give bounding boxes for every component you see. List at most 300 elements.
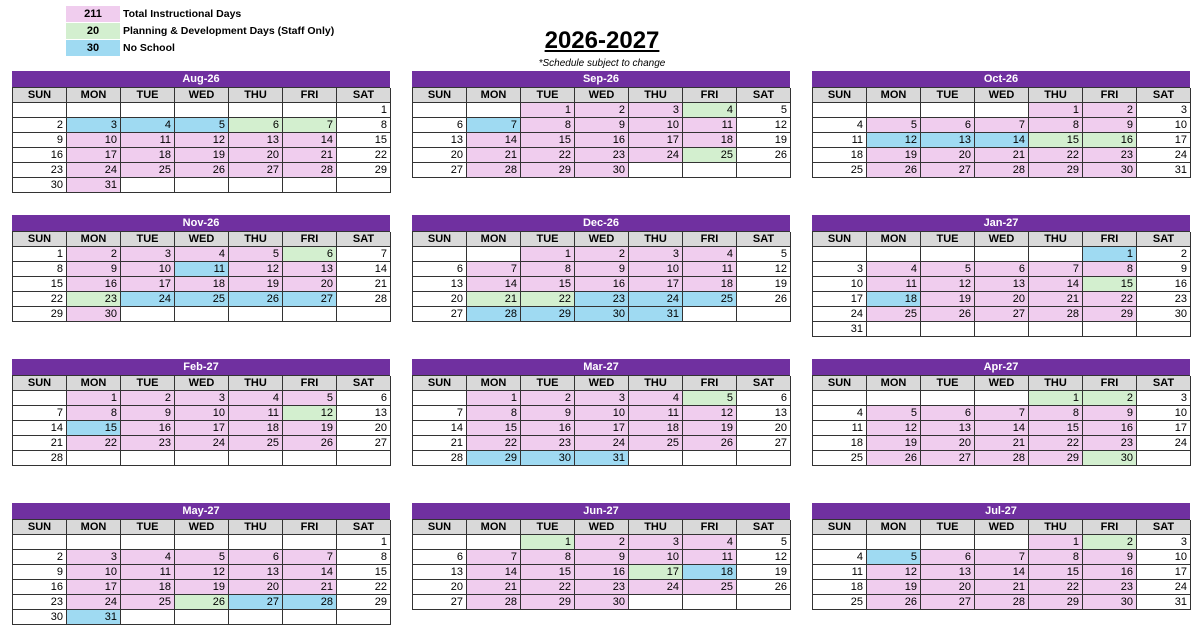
- day-cell: 28: [1029, 307, 1083, 322]
- page-title: [482, 27, 722, 55]
- day-cell: 21: [975, 436, 1029, 451]
- weekday-header: THU: [229, 88, 283, 103]
- day-cell: 5: [229, 247, 283, 262]
- day-cell: 1: [13, 247, 67, 262]
- month-grid: [412, 87, 790, 178]
- day-cell: 17: [175, 421, 229, 436]
- day-cell: 19: [867, 436, 921, 451]
- month-header: Jul-27: [812, 503, 1190, 519]
- day-cell: 26: [867, 163, 921, 178]
- month-header: Aug-26: [12, 71, 390, 87]
- month-header: Apr-27: [812, 359, 1190, 375]
- day-cell: 30: [1083, 451, 1137, 466]
- day-cell: 14: [13, 421, 67, 436]
- day-cell: 29: [521, 595, 575, 610]
- day-cell: 15: [467, 421, 521, 436]
- day-cell: 21: [975, 148, 1029, 163]
- day-cell: 29: [337, 163, 391, 178]
- day-cell: 22: [521, 580, 575, 595]
- day-cell: 8: [521, 262, 575, 277]
- weekday-header: TUE: [121, 232, 175, 247]
- month-dec-26: [412, 215, 790, 322]
- day-cell: 25: [683, 292, 737, 307]
- day-cell: 7: [13, 406, 67, 421]
- month-header: Dec-26: [412, 215, 790, 231]
- weekday-header: THU: [229, 376, 283, 391]
- weekday-header: MON: [467, 376, 521, 391]
- day-cell: 20: [737, 421, 791, 436]
- day-cell: 18: [121, 148, 175, 163]
- day-cell: 2: [1083, 391, 1137, 406]
- day-cell: 17: [575, 421, 629, 436]
- empty-cell: [1137, 451, 1191, 466]
- weekday-header: SUN: [813, 376, 867, 391]
- day-cell: 3: [629, 535, 683, 550]
- day-cell: 7: [337, 247, 391, 262]
- day-cell: 15: [337, 565, 391, 580]
- day-cell: 4: [867, 262, 921, 277]
- day-cell: 13: [229, 133, 283, 148]
- day-cell: 1: [467, 391, 521, 406]
- day-cell: 24: [629, 580, 683, 595]
- month-grid: [812, 375, 1190, 466]
- day-cell: 20: [413, 580, 467, 595]
- day-cell: 21: [13, 436, 67, 451]
- day-cell: 6: [921, 406, 975, 421]
- month-jul-27: [812, 503, 1190, 610]
- empty-cell: [229, 178, 283, 193]
- day-cell: 3: [175, 391, 229, 406]
- day-cell: 17: [1137, 133, 1191, 148]
- day-cell: 30: [13, 610, 67, 625]
- day-cell: 16: [575, 133, 629, 148]
- day-cell: 8: [521, 118, 575, 133]
- day-cell: 21: [283, 580, 337, 595]
- weekday-header: MON: [467, 520, 521, 535]
- day-cell: 12: [921, 277, 975, 292]
- day-cell: 17: [67, 580, 121, 595]
- day-cell: 15: [337, 133, 391, 148]
- day-cell: 19: [175, 148, 229, 163]
- day-cell: 7: [467, 262, 521, 277]
- day-cell: 29: [1083, 307, 1137, 322]
- day-cell: 8: [337, 118, 391, 133]
- day-cell: 24: [1137, 148, 1191, 163]
- day-cell: 6: [921, 550, 975, 565]
- day-cell: 1: [1029, 103, 1083, 118]
- day-cell: 19: [867, 580, 921, 595]
- empty-cell: [67, 535, 121, 550]
- weekday-header: THU: [629, 376, 683, 391]
- day-cell: 26: [867, 595, 921, 610]
- month-grid: [812, 519, 1190, 610]
- day-cell: 9: [13, 133, 67, 148]
- day-cell: 28: [975, 595, 1029, 610]
- day-cell: 17: [67, 148, 121, 163]
- weekday-header: FRI: [683, 88, 737, 103]
- day-cell: 13: [413, 133, 467, 148]
- day-cell: 2: [521, 391, 575, 406]
- day-cell: 26: [283, 436, 337, 451]
- day-cell: 29: [1029, 163, 1083, 178]
- weekday-header: WED: [975, 520, 1029, 535]
- day-cell: 23: [521, 436, 575, 451]
- month-grid: [812, 231, 1190, 337]
- day-cell: 16: [1083, 565, 1137, 580]
- day-cell: 31: [67, 610, 121, 625]
- day-cell: 21: [467, 148, 521, 163]
- empty-cell: [229, 451, 283, 466]
- day-cell: 27: [413, 163, 467, 178]
- day-cell: 16: [121, 421, 175, 436]
- weekday-header: THU: [229, 232, 283, 247]
- day-cell: 9: [121, 406, 175, 421]
- empty-cell: [867, 535, 921, 550]
- day-cell: 31: [1137, 595, 1191, 610]
- empty-cell: [629, 163, 683, 178]
- weekday-header: TUE: [921, 376, 975, 391]
- day-cell: 12: [283, 406, 337, 421]
- empty-cell: [413, 247, 467, 262]
- day-cell: 8: [337, 550, 391, 565]
- day-cell: 12: [737, 118, 791, 133]
- empty-cell: [467, 103, 521, 118]
- day-cell: 13: [921, 133, 975, 148]
- day-cell: 18: [813, 580, 867, 595]
- day-cell: 4: [813, 550, 867, 565]
- empty-cell: [467, 247, 521, 262]
- day-cell: 30: [1083, 595, 1137, 610]
- empty-cell: [683, 451, 737, 466]
- weekday-header: FRI: [283, 232, 337, 247]
- day-cell: 3: [67, 118, 121, 133]
- weekday-header: MON: [67, 520, 121, 535]
- day-cell: 22: [67, 436, 121, 451]
- empty-cell: [629, 595, 683, 610]
- day-cell: 23: [575, 148, 629, 163]
- day-cell: 29: [521, 163, 575, 178]
- day-cell: 6: [975, 262, 1029, 277]
- day-cell: 28: [283, 163, 337, 178]
- day-cell: 24: [175, 436, 229, 451]
- weekday-header: WED: [575, 232, 629, 247]
- day-cell: 5: [867, 118, 921, 133]
- day-cell: 12: [737, 550, 791, 565]
- day-cell: 17: [1137, 565, 1191, 580]
- day-cell: 21: [467, 580, 521, 595]
- weekday-header: THU: [229, 520, 283, 535]
- day-cell: 30: [575, 595, 629, 610]
- day-cell: 16: [13, 580, 67, 595]
- weekday-header: SUN: [413, 376, 467, 391]
- month-header: Feb-27: [12, 359, 390, 375]
- day-cell: 31: [629, 307, 683, 322]
- day-cell: 24: [67, 163, 121, 178]
- day-cell: 22: [1029, 436, 1083, 451]
- empty-cell: [175, 307, 229, 322]
- weekday-header: MON: [467, 88, 521, 103]
- day-cell: 8: [521, 550, 575, 565]
- legend: [66, 5, 334, 56]
- day-cell: 30: [575, 307, 629, 322]
- empty-cell: [175, 178, 229, 193]
- day-cell: 9: [575, 118, 629, 133]
- weekday-header: SUN: [813, 88, 867, 103]
- month-header: Nov-26: [12, 215, 390, 231]
- day-cell: 7: [975, 550, 1029, 565]
- empty-cell: [229, 610, 283, 625]
- weekday-header: THU: [629, 232, 683, 247]
- day-cell: 16: [67, 277, 121, 292]
- day-cell: 11: [121, 565, 175, 580]
- day-cell: 20: [413, 148, 467, 163]
- day-cell: 18: [867, 292, 921, 307]
- day-cell: 19: [175, 580, 229, 595]
- month-sep-26: [412, 71, 790, 178]
- day-cell: 24: [629, 292, 683, 307]
- weekday-header: MON: [67, 232, 121, 247]
- empty-cell: [975, 391, 1029, 406]
- day-cell: 30: [521, 451, 575, 466]
- empty-cell: [975, 322, 1029, 337]
- month-grid: [412, 375, 790, 466]
- empty-cell: [737, 595, 791, 610]
- empty-cell: [921, 391, 975, 406]
- day-cell: 20: [337, 421, 391, 436]
- month-header: Sep-26: [412, 71, 790, 87]
- day-cell: 20: [229, 148, 283, 163]
- day-cell: 11: [121, 133, 175, 148]
- day-cell: 1: [67, 391, 121, 406]
- day-cell: 27: [283, 292, 337, 307]
- weekday-header: MON: [867, 232, 921, 247]
- weekday-header: FRI: [683, 376, 737, 391]
- legend-count: 20: [66, 23, 120, 39]
- day-cell: 27: [229, 595, 283, 610]
- day-cell: 12: [175, 565, 229, 580]
- day-cell: 27: [921, 451, 975, 466]
- month-header: May-27: [12, 503, 390, 519]
- empty-cell: [867, 391, 921, 406]
- day-cell: 5: [921, 262, 975, 277]
- day-cell: 14: [337, 262, 391, 277]
- day-cell: 10: [813, 277, 867, 292]
- day-cell: 25: [813, 451, 867, 466]
- day-cell: 9: [575, 550, 629, 565]
- weekday-header: FRI: [1083, 232, 1137, 247]
- day-cell: 19: [229, 277, 283, 292]
- legend-row-planning: [66, 22, 334, 39]
- weekday-header: MON: [867, 376, 921, 391]
- day-cell: 27: [921, 163, 975, 178]
- day-cell: 9: [1083, 118, 1137, 133]
- day-cell: 14: [975, 565, 1029, 580]
- weekday-header: WED: [175, 520, 229, 535]
- month-mar-27: [412, 359, 790, 466]
- day-cell: 17: [813, 292, 867, 307]
- day-cell: 25: [629, 436, 683, 451]
- month-grid: [412, 231, 790, 322]
- day-cell: 8: [1029, 550, 1083, 565]
- empty-cell: [175, 535, 229, 550]
- day-cell: 6: [737, 391, 791, 406]
- month-grid: [412, 519, 790, 610]
- weekday-header: SAT: [1137, 376, 1191, 391]
- weekday-header: WED: [975, 232, 1029, 247]
- day-cell: 11: [813, 565, 867, 580]
- weekday-header: TUE: [521, 376, 575, 391]
- weekday-header: TUE: [121, 520, 175, 535]
- month-grid: [812, 87, 1190, 178]
- legend-label: No School: [123, 41, 175, 54]
- empty-cell: [283, 451, 337, 466]
- empty-cell: [921, 103, 975, 118]
- weekday-header: TUE: [121, 88, 175, 103]
- day-cell: 16: [521, 421, 575, 436]
- day-cell: 18: [629, 421, 683, 436]
- empty-cell: [813, 535, 867, 550]
- day-cell: 3: [1137, 103, 1191, 118]
- day-cell: 31: [1137, 163, 1191, 178]
- day-cell: 6: [413, 550, 467, 565]
- day-cell: 17: [1137, 421, 1191, 436]
- day-cell: 10: [629, 262, 683, 277]
- day-cell: 10: [575, 406, 629, 421]
- day-cell: 5: [175, 118, 229, 133]
- empty-cell: [283, 178, 337, 193]
- day-cell: 13: [413, 565, 467, 580]
- weekday-header: FRI: [683, 232, 737, 247]
- empty-cell: [229, 535, 283, 550]
- weekday-header: MON: [867, 88, 921, 103]
- day-cell: 24: [575, 436, 629, 451]
- weekday-header: SAT: [737, 88, 791, 103]
- day-cell: 3: [629, 247, 683, 262]
- day-cell: 28: [13, 451, 67, 466]
- weekday-header: WED: [575, 376, 629, 391]
- day-cell: 25: [683, 148, 737, 163]
- empty-cell: [229, 103, 283, 118]
- day-cell: 15: [521, 565, 575, 580]
- empty-cell: [683, 595, 737, 610]
- day-cell: 18: [813, 148, 867, 163]
- day-cell: 21: [467, 292, 521, 307]
- day-cell: 19: [737, 277, 791, 292]
- day-cell: 11: [813, 133, 867, 148]
- day-cell: 16: [1083, 421, 1137, 436]
- day-cell: 26: [737, 148, 791, 163]
- day-cell: 22: [521, 292, 575, 307]
- day-cell: 28: [467, 307, 521, 322]
- day-cell: 3: [629, 103, 683, 118]
- day-cell: 9: [521, 406, 575, 421]
- weekday-header: SUN: [413, 88, 467, 103]
- day-cell: 4: [813, 118, 867, 133]
- empty-cell: [413, 391, 467, 406]
- empty-cell: [121, 610, 175, 625]
- empty-cell: [813, 103, 867, 118]
- weekday-header: TUE: [121, 376, 175, 391]
- month-header: Jan-27: [812, 215, 1190, 231]
- month-aug-26: [12, 71, 390, 193]
- empty-cell: [283, 307, 337, 322]
- day-cell: 13: [229, 565, 283, 580]
- day-cell: 14: [413, 421, 467, 436]
- day-cell: 22: [1029, 148, 1083, 163]
- day-cell: 12: [683, 406, 737, 421]
- day-cell: 9: [575, 262, 629, 277]
- day-cell: 26: [867, 451, 921, 466]
- day-cell: 12: [867, 565, 921, 580]
- legend-row-instructional: [66, 5, 334, 22]
- day-cell: 27: [413, 307, 467, 322]
- weekday-header: TUE: [921, 520, 975, 535]
- empty-cell: [867, 103, 921, 118]
- weekday-header: SAT: [337, 520, 391, 535]
- day-cell: 11: [175, 262, 229, 277]
- day-cell: 18: [683, 277, 737, 292]
- day-cell: 23: [67, 292, 121, 307]
- page-subtitle: *Schedule subject to change: [538, 58, 666, 69]
- day-cell: 15: [1029, 133, 1083, 148]
- day-cell: 26: [737, 292, 791, 307]
- day-cell: 26: [737, 580, 791, 595]
- empty-cell: [67, 451, 121, 466]
- day-cell: 27: [975, 307, 1029, 322]
- empty-cell: [921, 322, 975, 337]
- day-cell: 15: [521, 133, 575, 148]
- day-cell: 8: [13, 262, 67, 277]
- day-cell: 14: [283, 133, 337, 148]
- month-apr-27: [812, 359, 1190, 466]
- day-cell: 7: [1029, 262, 1083, 277]
- weekday-header: SAT: [737, 376, 791, 391]
- day-cell: 6: [229, 118, 283, 133]
- day-cell: 10: [629, 550, 683, 565]
- day-cell: 29: [521, 307, 575, 322]
- weekday-header: SUN: [413, 520, 467, 535]
- day-cell: 30: [1083, 163, 1137, 178]
- day-cell: 15: [1029, 421, 1083, 436]
- weekday-header: FRI: [683, 520, 737, 535]
- day-cell: 17: [629, 565, 683, 580]
- day-cell: 22: [521, 148, 575, 163]
- day-cell: 20: [283, 277, 337, 292]
- empty-cell: [337, 307, 391, 322]
- empty-cell: [737, 307, 791, 322]
- weekday-header: WED: [175, 232, 229, 247]
- day-cell: 13: [737, 406, 791, 421]
- day-cell: 12: [229, 262, 283, 277]
- day-cell: 5: [175, 550, 229, 565]
- day-cell: 16: [575, 277, 629, 292]
- day-cell: 9: [1137, 262, 1191, 277]
- weekday-header: SAT: [737, 232, 791, 247]
- day-cell: 1: [521, 103, 575, 118]
- month-header: Mar-27: [412, 359, 790, 375]
- day-cell: 7: [975, 118, 1029, 133]
- day-cell: 16: [575, 565, 629, 580]
- weekday-header: SUN: [13, 376, 67, 391]
- legend-label: Total Instructional Days: [123, 7, 242, 20]
- day-cell: 4: [813, 406, 867, 421]
- day-cell: 1: [337, 535, 391, 550]
- weekday-header: SUN: [813, 232, 867, 247]
- weekday-header: THU: [629, 88, 683, 103]
- weekday-header: FRI: [283, 88, 337, 103]
- day-cell: 21: [337, 277, 391, 292]
- day-cell: 9: [67, 262, 121, 277]
